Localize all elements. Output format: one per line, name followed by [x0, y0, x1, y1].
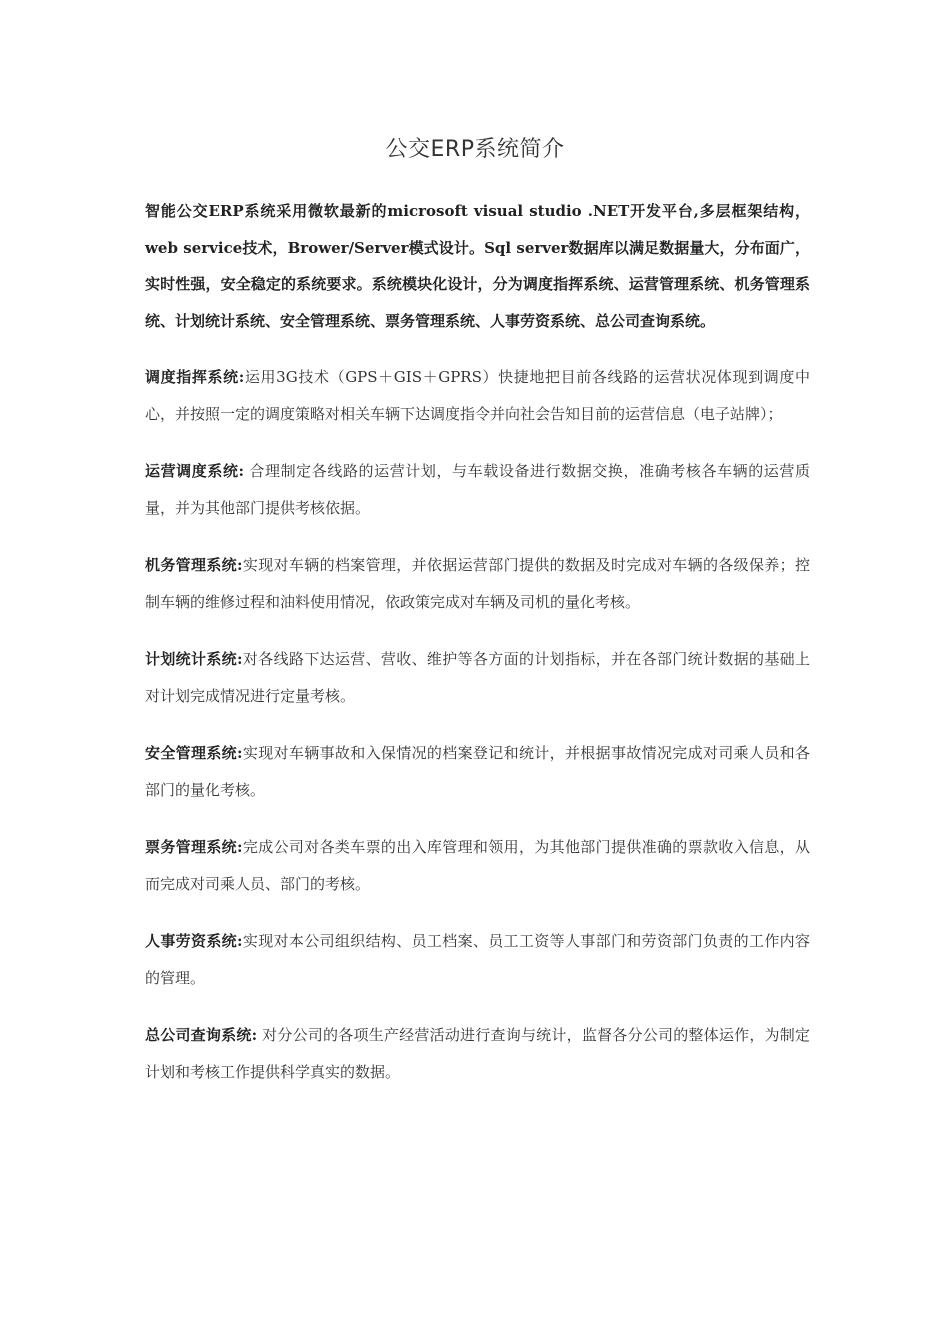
section-ticket-management — [145, 829, 810, 903]
section-text: 运用3G技术（GPS＋GIS＋GPRS）快捷地把目前各线路的运营状况体现到调度中心，并按照一定的调度策略对相关车辆下达调度指令并向社会告知目前的运营信息（电子站牌）； — [145, 368, 810, 423]
section-name: 运营调度系统: — [145, 462, 245, 480]
document-body — [145, 193, 810, 1091]
section-text: 实现对车辆事故和入保情况的档案登记和统计，并根据事故情况完成对司乘人员和各部门的量化考核。 — [145, 744, 810, 799]
section-hr-payroll — [145, 923, 810, 997]
section-name: 人事劳资系统: — [145, 932, 243, 950]
intro-paragraph: 智能公交ERP系统采用微软最新的microsoft visual studio .NET开发平台,多层框架结构，web service技术，Brower/Server模式设计。Sql server数据库以满足数据量大，分布面广，实时性强，安全稳定的系统要求。系统模块化设计，分为调度指挥系统、运营管理系统、机务管理系统、计划统计系统、安全管理系统、票务管理系统、人事劳资系统、总公司查询系统。 — [145, 202, 810, 330]
section-text: 实现对车辆的档案管理，并依据运营部门提供的数据及时完成对车辆的各级保养；控制车辆的维修过程和油料使用情况，依政策完成对车辆及司机的量化考核。 — [145, 556, 810, 611]
section-name: 安全管理系统: — [145, 744, 243, 762]
section-planning-statistics — [145, 641, 810, 715]
section-dispatch-command — [145, 359, 810, 433]
section-safety-management — [145, 735, 810, 809]
section-text: 对各线路下达运营、营收、维护等各方面的计划指标，并在各部门统计数据的基础上对计划完成情况进行定量考核。 — [145, 650, 810, 705]
section-text: 对分公司的各项生产经营活动进行查询与统计，监督各分公司的整体运作，为制定计划和考核工作提供科学真实的数据。 — [145, 1026, 810, 1081]
document-title: 公交ERP系统简介 — [385, 137, 565, 162]
section-text: 合理制定各线路的运营计划，与车载设备进行数据交换，准确考核各车辆的运营质量，并为其他部门提供考核依据。 — [145, 462, 810, 517]
section-text: 实现对本公司组织结构、员工档案、员工工资等人事部门和劳资部门负责的工作内容的管理。 — [145, 932, 810, 987]
section-operation-dispatch — [145, 453, 810, 527]
section-name: 调度指挥系统: — [145, 368, 245, 386]
section-maintenance-management — [145, 547, 810, 621]
section-name: 计划统计系统: — [145, 650, 243, 668]
section-text: 完成公司对各类车票的出入库管理和领用，为其他部门提供准确的票款收入信息，从而完成对司乘人员、部门的考核。 — [145, 838, 810, 893]
section-name: 总公司查询系统: — [145, 1026, 258, 1044]
section-name: 机务管理系统: — [145, 556, 243, 574]
section-headquarters-query — [145, 1017, 810, 1091]
section-name: 票务管理系统: — [145, 838, 243, 856]
